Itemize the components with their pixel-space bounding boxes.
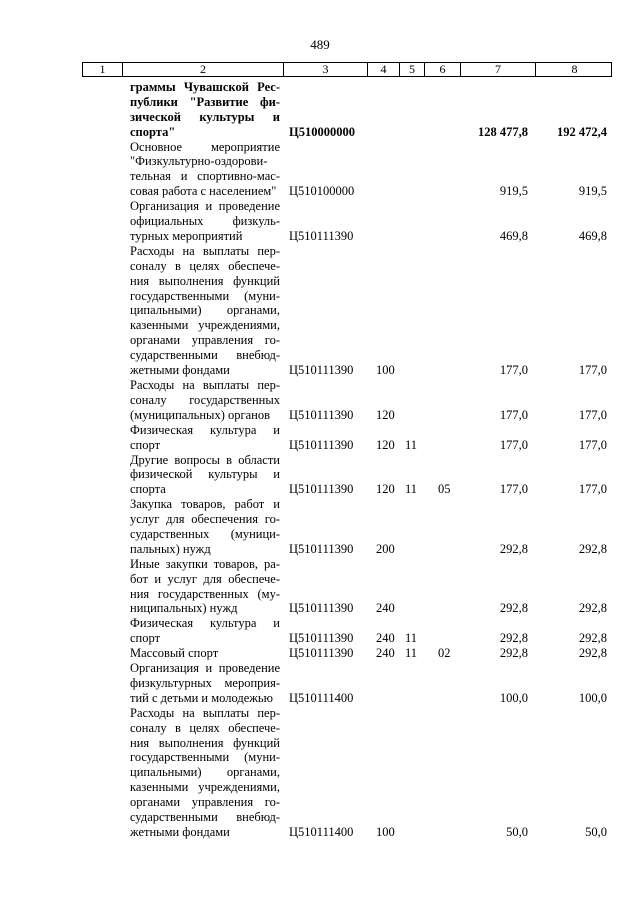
row-name-line: услуг для обеспечения го- — [130, 512, 280, 527]
row-name — [130, 140, 280, 200]
header-col-4: 4 — [368, 63, 400, 76]
row-name-line: Закупка товаров, работ и — [130, 497, 280, 512]
row-name — [130, 378, 280, 423]
row-sum-col8: 100,0 — [578, 690, 607, 705]
row-name-line: спорт — [130, 437, 161, 452]
header-col-1: 1 — [83, 63, 123, 76]
row-name — [130, 557, 280, 617]
row-sum-col7: 292,8 — [499, 601, 528, 616]
row-name-line: Иные закупки товаров, ра- — [130, 556, 280, 571]
row-sum-col7: 292,8 — [499, 541, 528, 556]
row-name-line: государственными (муни- — [130, 288, 280, 303]
row-code: Ц510111390 — [289, 646, 354, 661]
row-code: Ц510111390 — [289, 228, 354, 243]
row-code: Ц510111390 — [289, 363, 354, 378]
row-code: Ц510111400 — [289, 824, 354, 839]
row-name — [130, 244, 280, 378]
row-expense-type: 240 — [376, 631, 395, 646]
row-name-line: бот и услуг для обеспече- — [130, 571, 280, 586]
row-sum-col7: 128 477,8 — [478, 124, 528, 139]
row-code: Ц510111390 — [289, 601, 354, 616]
row-name-line: тий с детьми и молодежью — [130, 690, 273, 705]
row-name-line: казенными учреждениями, — [130, 318, 280, 333]
row-name — [130, 706, 280, 840]
row-name — [130, 661, 280, 706]
row-name-line: совая работа с населением" — [130, 184, 277, 199]
header-col-7: 7 — [461, 63, 536, 76]
row-sum-col7: 100,0 — [499, 690, 528, 705]
row-sum-col8: 469,8 — [578, 228, 607, 243]
row-name-line: ципальными) органами, — [130, 303, 280, 318]
header-col-3: 3 — [284, 63, 368, 76]
row-sum-col7: 177,0 — [499, 363, 528, 378]
header-col-5: 5 — [400, 63, 425, 76]
row-name-line: сударственными внебюд- — [130, 348, 280, 363]
row-name-line: органами управления го- — [130, 333, 280, 348]
row-name-line: Расходы на выплаты пер- — [130, 378, 280, 392]
row-name — [130, 423, 280, 453]
row-expense-type: 100 — [376, 824, 395, 839]
row-section: 11 — [405, 482, 418, 497]
row-sum-col8: 292,8 — [578, 541, 607, 556]
row-sum-col8: 292,8 — [578, 631, 607, 646]
row-name-line: Другие вопросы в области — [130, 452, 280, 467]
header-col-2: 2 — [123, 63, 284, 76]
row-section: 11 — [405, 646, 418, 661]
row-name-line: соналу в целях обеспече- — [130, 258, 280, 273]
row-name-line: Физическая культура и — [130, 422, 280, 437]
row-name-line: жетными фондами — [130, 363, 230, 378]
row-name-line: ния выполнения функций — [130, 273, 280, 288]
row-name-line: публики "Развитие фи- — [130, 94, 280, 109]
row-section: 11 — [405, 631, 418, 646]
row-name-line: Основное мероприятие — [130, 139, 280, 154]
row-name-line: "Физкультурно-оздорови- — [130, 154, 268, 169]
row-sum-col7: 919,5 — [499, 184, 528, 199]
row-sum-col8: 177,0 — [578, 437, 607, 452]
row-name-line: ния выполнения функций — [130, 735, 280, 750]
row-name-line: сударственными внебюд- — [130, 810, 280, 825]
table-header — [82, 62, 612, 77]
row-name-line: граммы Чувашской Рес- — [130, 80, 280, 94]
row-name-line: спорт — [130, 631, 161, 646]
row-name-line: ципальными) органами, — [130, 765, 280, 780]
row-name — [130, 199, 280, 244]
row-sum-col7: 50,0 — [506, 824, 528, 839]
row-name-line: Организация и проведение — [130, 661, 280, 676]
row-sum-col8: 292,8 — [578, 601, 607, 616]
row-sum-col8: 177,0 — [578, 482, 607, 497]
row-name-line: ния государственных (му- — [130, 586, 280, 601]
row-sum-col8: 177,0 — [578, 407, 607, 422]
row-name-line: соналу в целях обеспече- — [130, 720, 280, 735]
row-sum-col8: 292,8 — [578, 646, 607, 661]
row-expense-type: 240 — [376, 646, 395, 661]
row-sum-col7: 177,0 — [499, 407, 528, 422]
row-sum-col8: 177,0 — [578, 363, 607, 378]
row-name — [130, 646, 280, 661]
row-name-line: Массовый спорт — [130, 646, 219, 661]
row-sum-col7: 469,8 — [499, 228, 528, 243]
row-name-line: физкультурных мероприя- — [130, 675, 280, 690]
row-name-line: тельная и спортивно-мас- — [130, 169, 280, 184]
row-sum-col8: 919,5 — [578, 184, 607, 199]
row-name-line: турных мероприятий — [130, 228, 243, 243]
row-name-line: спорта — [130, 482, 166, 497]
row-name-line: сударственных (муници- — [130, 526, 280, 541]
row-name-line: Организация и проведение — [130, 199, 280, 214]
row-sum-col7: 177,0 — [499, 437, 528, 452]
row-expense-type: 120 — [376, 482, 395, 497]
header-col-8: 8 — [571, 62, 578, 76]
row-name-line: ниципальных) нужд — [130, 601, 238, 616]
row-name — [130, 453, 280, 498]
row-name-line: спорта" — [130, 124, 176, 139]
row-code: Ц510111400 — [289, 690, 354, 705]
row-name-line: органами управления го- — [130, 795, 280, 810]
row-sum-col7: 292,8 — [499, 631, 528, 646]
row-name-line: (муниципальных) органов — [130, 407, 271, 422]
row-name-line: жетными фондами — [130, 824, 230, 839]
row-name-line: официальных физкуль- — [130, 214, 280, 229]
row-name-line: зической культуры и — [130, 109, 280, 124]
header-col-6: 6 — [425, 63, 461, 76]
row-sum-col8: 192 472,4 — [557, 124, 607, 139]
row-code: Ц510111390 — [289, 437, 354, 452]
row-name-line: пальных) нужд — [130, 541, 211, 556]
row-sum-col7: 292,8 — [499, 646, 528, 661]
row-name-line: Расходы на выплаты пер- — [130, 243, 280, 258]
row-subsection: 05 — [438, 482, 451, 497]
row-name-line: казенными учреждениями, — [130, 780, 280, 795]
row-name — [130, 80, 280, 140]
row-code: Ц510111390 — [289, 541, 354, 556]
row-name — [130, 616, 280, 646]
row-expense-type: 120 — [376, 407, 395, 422]
row-section: 11 — [405, 437, 418, 452]
row-subsection: 02 — [438, 646, 451, 661]
row-code: Ц510111390 — [289, 407, 354, 422]
page-number: 489 — [310, 37, 330, 52]
row-name-line: Расходы на выплаты пер- — [130, 705, 280, 720]
row-sum-col8: 50,0 — [585, 824, 607, 839]
row-expense-type: 240 — [376, 601, 395, 616]
row-expense-type: 100 — [376, 363, 395, 378]
row-name — [130, 497, 280, 557]
row-code: Ц510100000 — [289, 184, 355, 199]
row-expense-type: 200 — [376, 541, 395, 556]
row-sum-col7: 177,0 — [499, 482, 528, 497]
row-name-line: Физическая культура и — [130, 616, 280, 631]
row-code: Ц510111390 — [289, 482, 354, 497]
row-name-line: соналу государственных — [130, 392, 280, 407]
row-code: Ц510000000 — [289, 124, 355, 139]
row-name-line: физической культуры и — [130, 467, 280, 482]
row-name-line: государственными (муни- — [130, 750, 280, 765]
row-expense-type: 120 — [376, 437, 395, 452]
row-code: Ц510111390 — [289, 631, 354, 646]
